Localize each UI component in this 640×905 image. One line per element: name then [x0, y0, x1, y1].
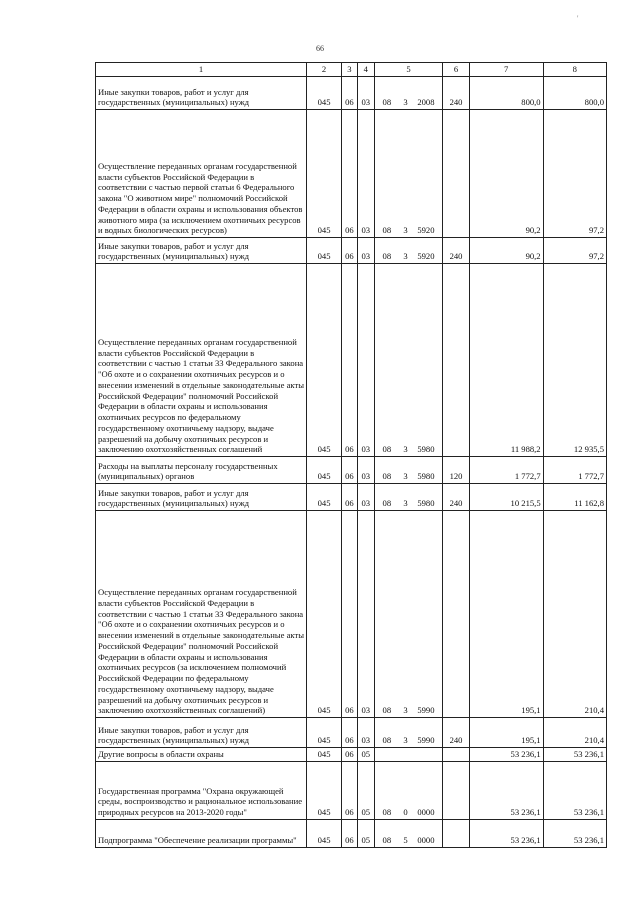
table-row — [96, 819, 607, 847]
csr-subprogram: 0 — [403, 807, 408, 817]
header-cell: 8 — [543, 63, 606, 77]
header-cell: 2 — [307, 63, 342, 77]
amount-col7: 1 772,7 — [469, 457, 543, 484]
section-code: 06 — [341, 238, 357, 264]
amount-col7: 53 236,1 — [469, 819, 543, 847]
subsection-code: 03 — [357, 77, 374, 110]
target-article-code — [374, 457, 443, 484]
section-code: 06 — [341, 484, 357, 511]
table-row — [96, 511, 607, 718]
subsection-code: 05 — [357, 761, 374, 819]
csr-subprogram: 3 — [403, 444, 408, 455]
csr-direction: 5920 — [417, 225, 435, 236]
row-description: Другие вопросы в области охраны — [96, 748, 307, 762]
row-description: Осуществление переданных органам государственной власти субъектов Российской Федерации в соответствии с частью 1 статьи 33 Федерального закона "Об охоте и о сохранении охотничьих ресурсов и о внесении изменений в отдельные законодательные акты Российской Федерации" полномочий Российской Федерации в области охраны и использования охотничьих ресурсов (за исключением полномочий Российской Федерации по федеральному государственному охотничьему надзору, выдаче разрешений на добычу охотничьих ресурсов и заключению охотхозяйственных соглашений) — [96, 511, 307, 718]
expense-type-code: 240 — [443, 77, 469, 110]
table-row — [96, 77, 607, 110]
table-row — [96, 484, 607, 511]
grbs-code: 045 — [307, 761, 342, 819]
subsection-code: 03 — [357, 484, 374, 511]
amount-col8: 53 236,1 — [543, 819, 606, 847]
csr-direction: 0000 — [417, 807, 435, 817]
expense-type-code — [443, 748, 469, 762]
page-number: 66 — [316, 44, 324, 53]
amount-col8: 210,4 — [543, 718, 606, 748]
section-code: 06 — [341, 110, 357, 238]
amount-col7: 53 236,1 — [469, 748, 543, 762]
csr-subprogram: 3 — [403, 498, 408, 509]
grbs-code: 045 — [307, 264, 342, 457]
amount-col8: 12 935,5 — [543, 264, 606, 457]
budget-table — [95, 62, 607, 848]
section-code: 06 — [341, 718, 357, 748]
csr-program: 08 — [382, 471, 392, 482]
target-article-code — [374, 484, 443, 511]
amount-col7: 195,1 — [469, 511, 543, 718]
row-description: Расходы на выплаты персоналу государственных (муниципальных) органов — [96, 457, 307, 484]
header-cell: 1 — [96, 63, 307, 77]
amount-col7: 195,1 — [469, 718, 543, 748]
row-description: Осуществление переданных органам государственной власти субъектов Российской Федерации в соответствии с частью первой статьи 6 Федерального закона "О животном мире" полномочий Российской Федерации в области охраны и использования объектов животного мира (за исключением охотничьих ресурсов и водных биологических ресурсов) — [96, 110, 307, 238]
target-article-code — [374, 511, 443, 718]
header-cell: 4 — [357, 63, 374, 77]
csr-direction: 5980 — [417, 444, 435, 455]
amount-col7: 53 236,1 — [469, 761, 543, 819]
grbs-code: 045 — [307, 819, 342, 847]
section-code: 06 — [341, 457, 357, 484]
csr-program: 08 — [382, 225, 392, 236]
section-code: 06 — [341, 511, 357, 718]
section-code: 06 — [341, 748, 357, 762]
csr-direction: 2008 — [417, 97, 435, 108]
subsection-code: 05 — [357, 819, 374, 847]
target-article-code — [374, 819, 443, 847]
subsection-code: 03 — [357, 511, 374, 718]
table-row — [96, 718, 607, 748]
amount-col8: 53 236,1 — [543, 761, 606, 819]
csr-direction: 5990 — [417, 735, 435, 746]
amount-col7: 10 215,5 — [469, 484, 543, 511]
header-cell: 5 — [374, 63, 443, 77]
amount-col8: 97,2 — [543, 110, 606, 238]
csr-subprogram: 3 — [403, 225, 408, 236]
target-article-code — [374, 110, 443, 238]
amount-col8: 210,4 — [543, 511, 606, 718]
subsection-code: 03 — [357, 718, 374, 748]
corner-mark: ' — [577, 14, 579, 23]
csr-subprogram: 3 — [403, 471, 408, 482]
table-row — [96, 264, 607, 457]
csr-program: 08 — [382, 444, 392, 455]
row-description: Государственная программа "Охрана окружающей среды, воспроизводство и рациональное использование природных ресурсов на 2013-2020 годы" — [96, 761, 307, 819]
target-article-code — [374, 238, 443, 264]
csr-direction: 5980 — [417, 498, 435, 509]
target-article-code — [374, 761, 443, 819]
section-code: 06 — [341, 77, 357, 110]
grbs-code: 045 — [307, 748, 342, 762]
expense-type-code — [443, 761, 469, 819]
grbs-code: 045 — [307, 77, 342, 110]
csr-subprogram: 3 — [403, 735, 408, 746]
expense-type-code: 120 — [443, 457, 469, 484]
subsection-code: 05 — [357, 748, 374, 762]
row-description: Иные закупки товаров, работ и услуг для государственных (муниципальных) нужд — [96, 238, 307, 264]
target-article-code — [374, 718, 443, 748]
target-article-code — [374, 77, 443, 110]
subsection-code: 03 — [357, 238, 374, 264]
expense-type-code — [443, 511, 469, 718]
row-description: Иные закупки товаров, работ и услуг для государственных (муниципальных) нужд — [96, 718, 307, 748]
amount-col7: 11 988,2 — [469, 264, 543, 457]
amount-col8: 97,2 — [543, 238, 606, 264]
target-article-code — [374, 748, 443, 762]
table-row — [96, 238, 607, 264]
amount-col7: 90,2 — [469, 238, 543, 264]
expense-type-code: 240 — [443, 718, 469, 748]
amount-col7: 90,2 — [469, 110, 543, 238]
header-cell: 7 — [469, 63, 543, 77]
grbs-code: 045 — [307, 718, 342, 748]
grbs-code: 045 — [307, 238, 342, 264]
amount-col8: 11 162,8 — [543, 484, 606, 511]
table-row — [96, 110, 607, 238]
csr-direction: 5990 — [417, 705, 435, 716]
expense-type-code — [443, 110, 469, 238]
csr-program: 08 — [382, 251, 392, 262]
csr-program: 08 — [382, 498, 392, 509]
csr-subprogram: 3 — [403, 705, 408, 716]
header-cell: 6 — [443, 63, 469, 77]
csr-direction: 5980 — [417, 471, 435, 482]
target-article-code — [374, 264, 443, 457]
csr-program: 08 — [382, 735, 392, 746]
section-code: 06 — [341, 819, 357, 847]
csr-direction: 0000 — [417, 835, 435, 845]
csr-subprogram: 3 — [403, 97, 408, 108]
csr-direction: 5920 — [417, 251, 435, 262]
row-description: Подпрограмма "Обеспечение реализации программы" — [96, 819, 307, 847]
table-row — [96, 761, 607, 819]
csr-subprogram: 3 — [403, 251, 408, 262]
expense-type-code — [443, 264, 469, 457]
grbs-code: 045 — [307, 511, 342, 718]
csr-subprogram: 5 — [403, 835, 408, 845]
amount-col8: 800,0 — [543, 77, 606, 110]
csr-program: 08 — [382, 807, 392, 817]
row-description: Осуществление переданных органам государственной власти субъектов Российской Федерации в соответствии с частью 1 статьи 33 Федерального закона "Об охоте и о сохранении охотничьих ресурсов и о внесении изменений в отдельные законодательные акты Российской Федерации" полномочий Российской Федерации в области охраны и использования охотничьих ресурсов по федеральному государственному охотничьему надзору, выдаче разрешений на добычу охотничьих ресурсов и заключению охотхозяйственных соглашений — [96, 264, 307, 457]
grbs-code: 045 — [307, 110, 342, 238]
expense-type-code — [443, 819, 469, 847]
amount-col8: 1 772,7 — [543, 457, 606, 484]
csr-program: 08 — [382, 835, 392, 845]
row-description: Иные закупки товаров, работ и услуг для государственных (муниципальных) нужд — [96, 77, 307, 110]
section-code: 06 — [341, 761, 357, 819]
table-row — [96, 748, 607, 762]
table-row — [96, 457, 607, 484]
grbs-code: 045 — [307, 484, 342, 511]
section-code: 06 — [341, 264, 357, 457]
csr-program: 08 — [382, 705, 392, 716]
header-row — [96, 63, 607, 77]
subsection-code: 03 — [357, 457, 374, 484]
amount-col8: 53 236,1 — [543, 748, 606, 762]
subsection-code: 03 — [357, 264, 374, 457]
row-description: Иные закупки товаров, работ и услуг для государственных (муниципальных) нужд — [96, 484, 307, 511]
expense-type-code: 240 — [443, 484, 469, 511]
expense-type-code: 240 — [443, 238, 469, 264]
subsection-code: 03 — [357, 110, 374, 238]
csr-program: 08 — [382, 97, 392, 108]
grbs-code: 045 — [307, 457, 342, 484]
amount-col7: 800,0 — [469, 77, 543, 110]
header-cell: 3 — [341, 63, 357, 77]
